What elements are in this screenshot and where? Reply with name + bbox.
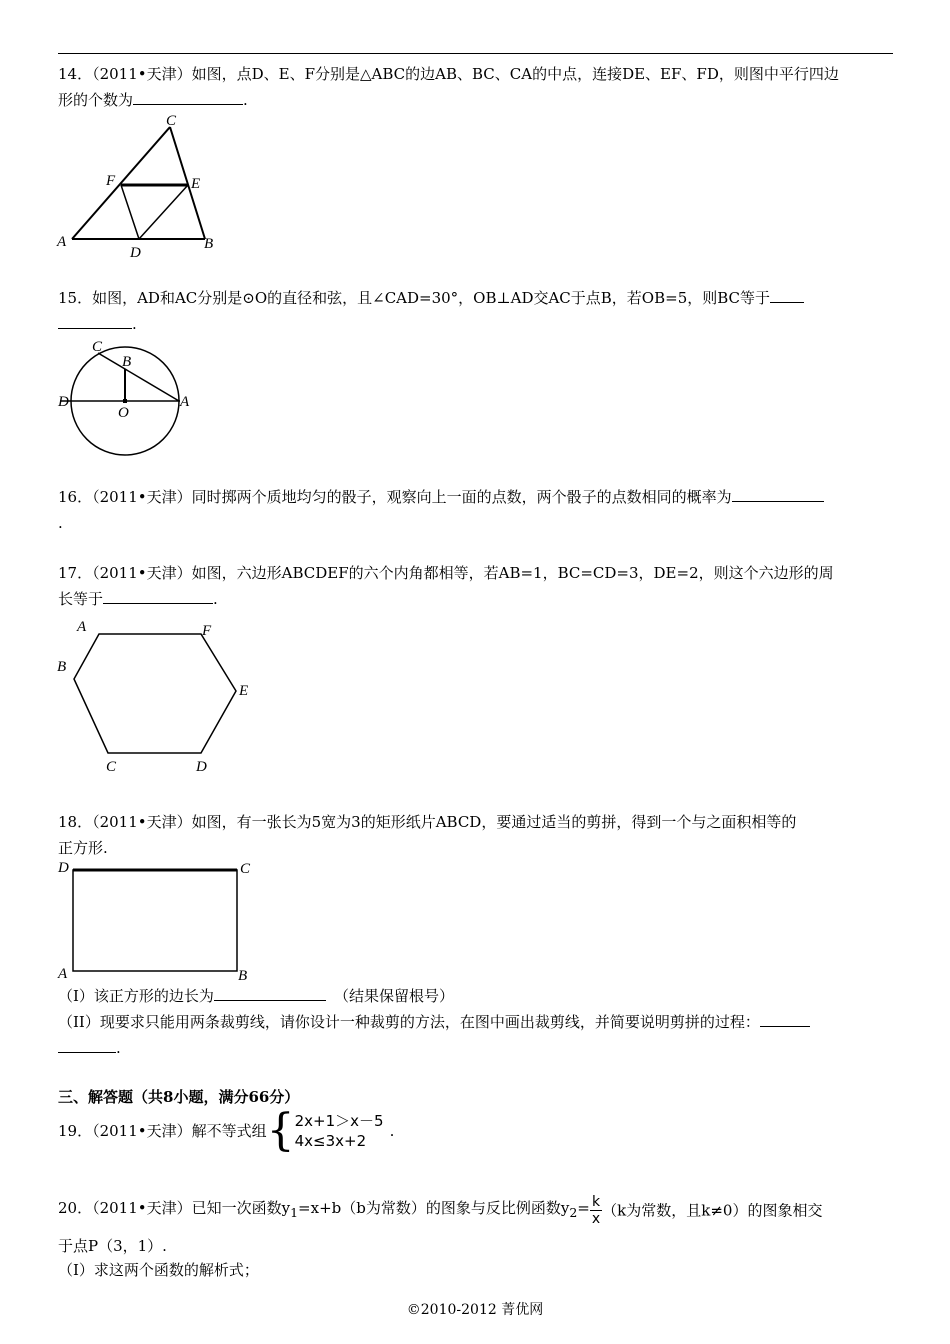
- q18-part2-answer-blank-b[interactable]: [58, 1038, 116, 1053]
- q20-text-line1: 20．（2011•天津）已知一次函数$y_1=x+b(b$为常数）的图象与反比例函数$y_2=$ $\frac{k}{x}$ （k为常数，且k≠0）的图象相交: [58, 1194, 823, 1227]
- q20-part1: （I）求这两个函数的解析式；: [58, 1261, 259, 1279]
- q20-frac-den: x: [591, 1211, 601, 1227]
- q15-label-b: B: [122, 354, 132, 370]
- q14-segment-fd: [121, 185, 139, 239]
- q18-rectangle: [73, 870, 237, 971]
- q14-prompt: 形的个数为: [58, 91, 134, 109]
- q20-frac-num: k: [590, 1194, 602, 1211]
- q19-system: [295, 1111, 384, 1151]
- q14-answer-blank[interactable]: [133, 90, 243, 105]
- q14-label-a: A: [57, 234, 67, 250]
- q15-circle-figure: [52, 335, 202, 460]
- q18-label-b: B: [238, 968, 248, 983]
- q18-part1-answer-blank[interactable]: [214, 986, 326, 1001]
- q18-part1-note: （结果保留根号）: [333, 987, 454, 1005]
- page-footer: ©2010-2012 菁优网: [406, 1302, 544, 1318]
- q17-prompt: 长等于: [58, 590, 104, 608]
- q19-text: 19．（2011•天津）解不等式组{ 2x+1＞x－5 4x≤3x+2 .: [58, 1105, 395, 1156]
- q14-label-b: B: [204, 236, 214, 252]
- q14-side-ac: [72, 127, 170, 239]
- q14-label-f: F: [106, 173, 116, 189]
- q17-hexagon: [74, 634, 236, 753]
- q15-text-line1: [58, 288, 804, 308]
- q17-label-d: D: [196, 759, 207, 775]
- q15-answer-blank-b[interactable]: [58, 314, 132, 329]
- q15-label-d: D: [58, 394, 69, 410]
- q18-part2: [58, 1012, 810, 1032]
- q15-chord-ac: [98, 353, 179, 401]
- q18-label-a: A: [58, 966, 68, 982]
- q17-label-f: F: [202, 623, 212, 639]
- q18-part2-prompt: （II）现要求只能用两条裁剪线，请你设计一种裁剪的方法，在图中画出裁剪线，并简要说明剪拼的过程：: [58, 1013, 760, 1031]
- q15-label-o: O: [118, 405, 129, 421]
- q15-label-c: C: [92, 339, 103, 355]
- q14-segment-de: [139, 185, 188, 239]
- q20-sub1: 1: [290, 1205, 299, 1220]
- q16-end: .: [58, 514, 63, 532]
- q18-part1-prompt: （I）该正方形的边长为: [58, 987, 214, 1005]
- q19-brace: {: [266, 1105, 295, 1156]
- q14-label-e: E: [191, 176, 201, 192]
- q19-inequality-2: 4x≤3x+2: [294, 1132, 367, 1150]
- section3-title: 三、解答题（共8小题，满分66分）: [58, 1088, 300, 1106]
- q17-hexagon-figure: [52, 615, 262, 780]
- q20-text-line2: 于点P（3，1）.: [58, 1237, 167, 1255]
- q18-text-line1: 18．（2011•天津）如图，有一张长为5宽为3的矩形纸片ABCD，要通过适当的剪拼，得到一个与之面积相等的: [58, 813, 797, 831]
- q19-inequality-1: 2x+1＞x－5: [294, 1112, 384, 1130]
- q15-text-line2: .: [58, 314, 137, 334]
- q17-label-c: C: [106, 759, 117, 775]
- q17-label-a: A: [77, 619, 87, 635]
- q18-rectangle-figure: [52, 858, 262, 983]
- q18-label-d: D: [58, 860, 69, 876]
- q14-label-c: C: [166, 113, 177, 129]
- q17-text-line2: 长等于 .: [58, 590, 218, 608]
- q15-prompt: 15．如图，AD和AC分别是⊙O的直径和弦，且∠CAD=30°，OB⊥AD交AC于点B，若OB=5，则BC等于: [58, 289, 771, 307]
- q20-fraction-k-over-x: [590, 1194, 602, 1227]
- q14-text-line2: 形的个数为 .: [58, 91, 248, 109]
- q18-part2-line2: .: [58, 1038, 121, 1058]
- q17-text-line1: 17．（2011•天津）如图，六边形ABCDEF的六个内角都相等，若AB=1，BC=CD=3，DE=2，则这个六边形的周: [58, 564, 834, 582]
- q17-answer-blank[interactable]: [103, 589, 213, 604]
- q16-prompt: 16．（2011•天津）同时掷两个质地均匀的骰子，观察向上一面的点数，两个骰子的点数相同的概率为: [58, 488, 732, 506]
- q20-y2: y: [560, 1199, 570, 1217]
- q15-label-a: A: [180, 394, 190, 410]
- q18-part2-answer-blank-a[interactable]: [760, 1012, 810, 1027]
- q14-text-line1: 14．（2011•天津）如图，点D、E、F分别是△ABC的边AB、BC、CA的中点，连接DE、EF、FD，则图中平行四边: [58, 65, 839, 83]
- q20-prompt: 20．（2011•天津）已知一次函数y: [58, 1199, 291, 1217]
- q16-answer-blank[interactable]: [732, 487, 824, 502]
- q18-label-c: C: [240, 861, 251, 877]
- q15-center-dot: [123, 399, 127, 403]
- q19-prompt: 19．（2011•天津）解不等式组: [58, 1122, 267, 1140]
- q15-answer-blank-a[interactable]: [770, 288, 804, 303]
- q18-text-line2: 正方形.: [58, 839, 108, 857]
- q14-label-d: D: [130, 245, 141, 261]
- q16-text-line1: [58, 487, 824, 507]
- q18-part1: [58, 986, 454, 1006]
- q20-suffix: （k为常数，且k≠0）的图象相交: [602, 1201, 823, 1220]
- q17-label-e: E: [239, 683, 249, 699]
- q20-sub2: 2: [569, 1205, 578, 1220]
- q14-triangle-figure: [52, 110, 227, 262]
- top-rule: [58, 53, 893, 54]
- q17-label-b: B: [57, 659, 67, 675]
